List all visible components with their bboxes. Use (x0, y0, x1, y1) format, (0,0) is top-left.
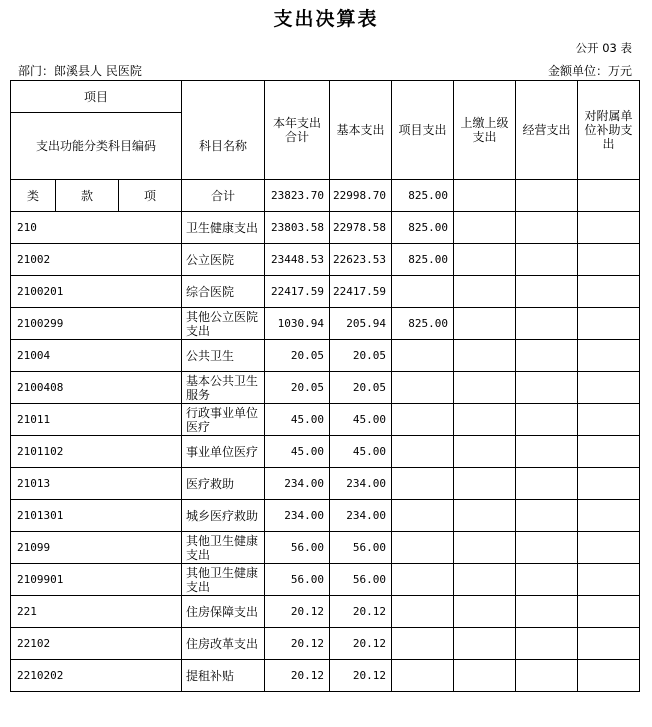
row-upper (454, 404, 516, 436)
table-row (11, 212, 640, 244)
row-upper (454, 436, 516, 468)
header-kuan: 款 (56, 180, 119, 212)
total-business (516, 180, 578, 212)
row-name: 基本公共卫生服务 (182, 372, 265, 404)
row-business (516, 244, 578, 276)
total-basic: 22998.70 (330, 180, 392, 212)
row-business (516, 308, 578, 340)
row-basic: 234.00 (330, 500, 392, 532)
header-total: 本年支出合计 (265, 81, 330, 180)
row-basic: 20.05 (330, 372, 392, 404)
row-code: 2210202 (11, 660, 182, 692)
row-subsidy (578, 276, 640, 308)
amount-unit-label: 金额单位：万元 (547, 64, 632, 78)
row-basic: 20.05 (330, 340, 392, 372)
row-subsidy (578, 212, 640, 244)
header-xiang: 项 (119, 180, 182, 212)
row-basic: 234.00 (330, 468, 392, 500)
row-business (516, 564, 578, 596)
header-business: 经营支出 (516, 81, 578, 180)
header-item-blank (182, 81, 265, 113)
row-subsidy (578, 532, 640, 564)
table-row (11, 500, 640, 532)
row-code: 21004 (11, 340, 182, 372)
header-project: 项目支出 (392, 81, 454, 180)
row-upper (454, 500, 516, 532)
total-total: 23823.70 (265, 180, 330, 212)
row-upper (454, 468, 516, 500)
page-title: 支出决算表 (273, 8, 379, 30)
table-row (11, 660, 640, 692)
header-item: 项目 (11, 81, 182, 113)
row-total: 1030.94 (265, 308, 330, 340)
table-row (11, 404, 640, 436)
header-func-code: 支出功能分类科目编码 (11, 113, 182, 180)
row-upper (454, 564, 516, 596)
row-business (516, 404, 578, 436)
row-basic: 20.12 (330, 596, 392, 628)
row-business (516, 500, 578, 532)
row-basic: 20.12 (330, 628, 392, 660)
table-code: 公开 03 表 (575, 41, 632, 55)
row-upper (454, 340, 516, 372)
row-business (516, 628, 578, 660)
table-row (11, 244, 640, 276)
table-row (11, 308, 640, 340)
row-business (516, 372, 578, 404)
row-code: 21011 (11, 404, 182, 436)
total-project: 825.00 (392, 180, 454, 212)
row-name: 其他公立医院支出 (182, 308, 265, 340)
row-subsidy (578, 468, 640, 500)
row-subsidy (578, 404, 640, 436)
row-subsidy (578, 628, 640, 660)
row-total: 22417.59 (265, 276, 330, 308)
row-subsidy (578, 308, 640, 340)
row-basic: 56.00 (330, 564, 392, 596)
row-project (392, 372, 454, 404)
row-code: 22102 (11, 628, 182, 660)
row-basic: 22623.53 (330, 244, 392, 276)
row-project: 825.00 (392, 244, 454, 276)
row-project: 825.00 (392, 308, 454, 340)
row-project (392, 532, 454, 564)
row-subsidy (578, 596, 640, 628)
row-project (392, 276, 454, 308)
row-business (516, 532, 578, 564)
row-name: 医疗救助 (182, 468, 265, 500)
total-upper (454, 180, 516, 212)
header-basic: 基本支出 (330, 81, 392, 180)
row-name: 行政事业单位医疗 (182, 404, 265, 436)
table-row (11, 340, 640, 372)
total-subsidy (578, 180, 640, 212)
row-subsidy (578, 372, 640, 404)
row-code: 221 (11, 596, 182, 628)
row-total: 23803.58 (265, 212, 330, 244)
row-total: 20.12 (265, 660, 330, 692)
row-subsidy (578, 436, 640, 468)
row-upper (454, 628, 516, 660)
row-name: 公立医院 (182, 244, 265, 276)
row-total: 20.05 (265, 372, 330, 404)
row-code: 2100408 (11, 372, 182, 404)
row-subsidy (578, 500, 640, 532)
row-name: 综合医院 (182, 276, 265, 308)
table-row (11, 276, 640, 308)
table-row (11, 628, 640, 660)
row-upper (454, 532, 516, 564)
row-code: 210 (11, 212, 182, 244)
table-row (11, 596, 640, 628)
row-project: 825.00 (392, 212, 454, 244)
row-code: 21099 (11, 532, 182, 564)
row-code: 2109901 (11, 564, 182, 596)
row-project (392, 500, 454, 532)
row-total: 56.00 (265, 564, 330, 596)
row-code: 2101301 (11, 500, 182, 532)
row-code: 2100299 (11, 308, 182, 340)
row-total: 234.00 (265, 468, 330, 500)
row-project (392, 564, 454, 596)
row-name: 其他卫生健康支出 (182, 564, 265, 596)
row-business (516, 596, 578, 628)
row-name: 住房保障支出 (182, 596, 265, 628)
row-name: 提租补贴 (182, 660, 265, 692)
expenditure-table (10, 80, 640, 692)
row-code: 21002 (11, 244, 182, 276)
row-total: 23448.53 (265, 244, 330, 276)
row-subsidy (578, 244, 640, 276)
row-name: 其他卫生健康支出 (182, 532, 265, 564)
row-business (516, 276, 578, 308)
row-basic: 56.00 (330, 532, 392, 564)
row-total: 56.00 (265, 532, 330, 564)
row-project (392, 660, 454, 692)
row-project (392, 436, 454, 468)
row-code: 2101102 (11, 436, 182, 468)
header-total-label: 合计 (182, 180, 265, 212)
table-row (11, 436, 640, 468)
row-name: 卫生健康支出 (182, 212, 265, 244)
row-basic: 45.00 (330, 404, 392, 436)
row-basic: 205.94 (330, 308, 392, 340)
row-basic: 22417.59 (330, 276, 392, 308)
table-row (11, 468, 640, 500)
row-total: 234.00 (265, 500, 330, 532)
row-basic: 20.12 (330, 660, 392, 692)
department-label: 部门：郎溪县人 民医院 (18, 64, 142, 78)
row-total: 20.12 (265, 628, 330, 660)
row-subsidy (578, 660, 640, 692)
row-project (392, 404, 454, 436)
row-name: 住房改革支出 (182, 628, 265, 660)
row-total: 45.00 (265, 404, 330, 436)
row-total: 20.12 (265, 596, 330, 628)
row-project (392, 340, 454, 372)
table-row (11, 564, 640, 596)
row-upper (454, 212, 516, 244)
row-upper (454, 596, 516, 628)
row-business (516, 212, 578, 244)
row-business (516, 436, 578, 468)
row-subsidy (578, 340, 640, 372)
row-business (516, 468, 578, 500)
header-subject-name: 科目名称 (182, 113, 265, 180)
table-row (11, 372, 640, 404)
header-subsidy: 对附属单位补助支出 (578, 81, 640, 180)
row-basic: 22978.58 (330, 212, 392, 244)
row-project (392, 596, 454, 628)
table-row (11, 532, 640, 564)
row-code: 21013 (11, 468, 182, 500)
row-upper (454, 276, 516, 308)
row-total: 45.00 (265, 436, 330, 468)
row-project (392, 468, 454, 500)
header-lei: 类 (11, 180, 56, 212)
row-basic: 45.00 (330, 436, 392, 468)
row-upper (454, 244, 516, 276)
header-upper: 上缴上级支出 (454, 81, 516, 180)
row-upper (454, 308, 516, 340)
row-name: 公共卫生 (182, 340, 265, 372)
row-project (392, 628, 454, 660)
row-name: 事业单位医疗 (182, 436, 265, 468)
row-code: 2100201 (11, 276, 182, 308)
row-upper (454, 660, 516, 692)
row-total: 20.05 (265, 340, 330, 372)
row-name: 城乡医疗救助 (182, 500, 265, 532)
row-business (516, 660, 578, 692)
row-upper (454, 372, 516, 404)
row-subsidy (578, 564, 640, 596)
row-business (516, 340, 578, 372)
